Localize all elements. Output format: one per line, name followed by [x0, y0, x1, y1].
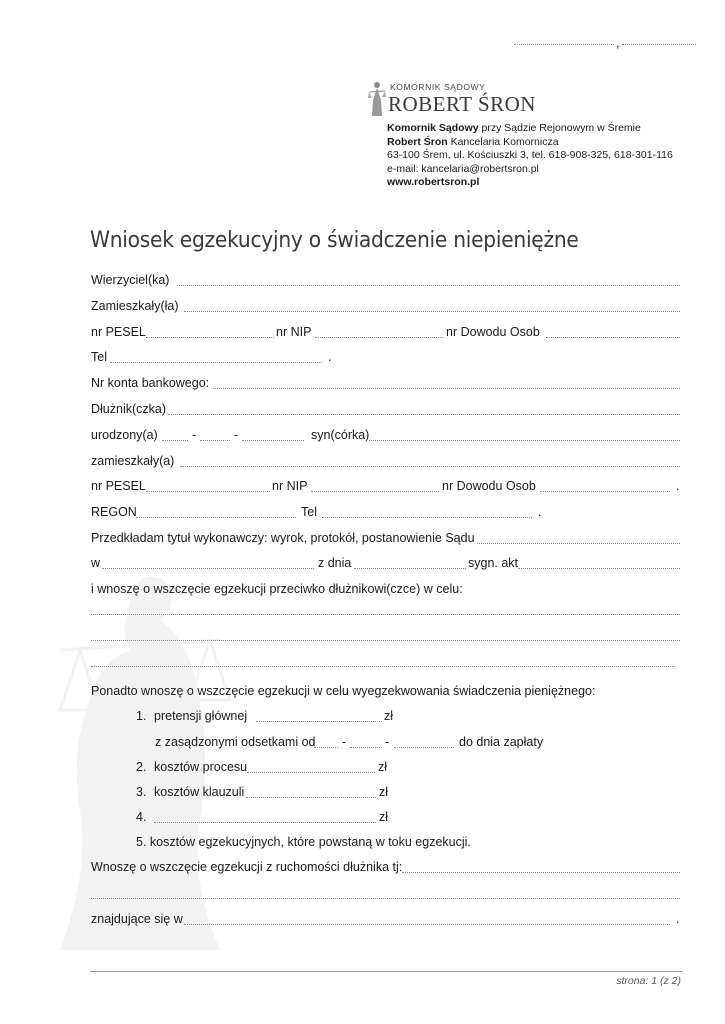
interest-label: z zasądzonymi odsetkami od: [155, 735, 316, 749]
debtor-phone-field[interactable]: [322, 517, 532, 518]
debtor-id-label: nr Dowodu Osob: [442, 479, 536, 493]
place-field[interactable]: [514, 44, 614, 45]
interest-year-field[interactable]: [394, 747, 454, 748]
debtor-id-field[interactable]: [540, 491, 670, 492]
header-name-bold: Robert Śron: [387, 135, 448, 148]
header-website: www.robertsron.pl: [387, 176, 480, 188]
creditor-address-field[interactable]: [184, 311, 680, 312]
purpose-label: i wnoszę o wszczęcie egzekucji przeciwko dłużnikowi(czce) w celu:: [91, 582, 463, 596]
enforcement-title-label: Przedkładam tytuł wykonawczy: wyrok, protokół, postanowienie Sądu: [91, 531, 475, 545]
creditor-nip-field[interactable]: [315, 337, 443, 338]
item-2-number: 2.: [136, 760, 147, 774]
location-label: znajdujące się w: [91, 912, 183, 926]
bank-account-field[interactable]: [213, 388, 680, 389]
court-location-label: w: [91, 556, 101, 570]
birth-month-field[interactable]: [200, 440, 230, 441]
clause-costs-field[interactable]: [246, 797, 376, 798]
birth-dash-1: -: [192, 428, 197, 442]
debtor-pesel-label: nr PESEL: [91, 479, 146, 493]
header-court: przy Sądzie Rejonowym w Śremie: [478, 122, 641, 134]
interest-day-field[interactable]: [314, 747, 338, 748]
other-costs-field[interactable]: [154, 822, 376, 823]
debtor-id-dot: .: [676, 479, 680, 493]
logo-small-text: KOMORNIK SĄDOWY: [390, 82, 486, 92]
interest-dash-1: -: [342, 735, 347, 749]
enforcement-costs-item: 5. kosztów egzekucyjnych, które powstaną w toku egzekucji.: [136, 835, 471, 849]
header-email: e-mail: kancelaria@robertsron.pl: [387, 162, 539, 175]
birth-year-field[interactable]: [242, 440, 304, 441]
judgment-date-field[interactable]: [354, 568, 466, 569]
movables-field[interactable]: [402, 872, 680, 873]
main-claim-label: pretensji głównej: [154, 709, 248, 723]
debtor-nip-label: nr NIP: [272, 479, 308, 493]
creditor-id-label: nr Dowodu Osob: [446, 325, 540, 339]
monetary-claim-label: Ponadto wnoszę o wszczęcie egzekucji w celu wyegzekwowania świadczenia pieniężnego:: [91, 684, 596, 698]
date-field[interactable]: [622, 44, 696, 45]
movables-label: Wnoszę o wszczęcie egzekucji z ruchomości dłużnika tj:: [91, 860, 403, 874]
creditor-pesel-field[interactable]: [146, 337, 274, 338]
creditor-nip-label: nr NIP: [276, 325, 312, 339]
header-line-1: [387, 122, 641, 136]
birth-day-field[interactable]: [162, 440, 188, 441]
interest-month-field[interactable]: [350, 747, 380, 748]
footer-divider: [90, 971, 682, 972]
main-claim-currency: zł: [384, 709, 394, 723]
clause-costs-currency: zł: [379, 785, 389, 799]
place-date-separator: ,: [616, 36, 620, 50]
location-field[interactable]: [184, 924, 670, 925]
purpose-field-line-2[interactable]: [91, 640, 680, 641]
clause-costs-label: kosztów klauzuli: [154, 785, 245, 799]
page-number: strona: 1 (z 2): [616, 975, 681, 987]
header-address: 63-100 Śrem, ul. Kościuszki 3, tel. 618-908-325, 618-301-116: [387, 149, 673, 161]
other-costs-currency: zł: [379, 810, 389, 824]
case-number-field[interactable]: [518, 568, 680, 569]
creditor-phone-field[interactable]: [110, 362, 322, 363]
purpose-field-line-1[interactable]: [91, 614, 680, 615]
debtor-label: Dłużnik(czka): [91, 402, 167, 416]
bailiff-logo: [368, 80, 558, 120]
birth-date-label: urodzony(a): [91, 428, 158, 442]
header-line-2: [387, 136, 559, 150]
parent-field[interactable]: [369, 440, 680, 441]
bank-account-label: Nr konta bankowego:: [91, 376, 210, 390]
debtor-address-label: zamieszkały(a): [91, 454, 175, 468]
item-3-number: 3.: [136, 785, 147, 799]
debtor-phone-dot: .: [538, 505, 542, 519]
parent-label: syn(córka): [311, 428, 370, 442]
debtor-address-field[interactable]: [180, 466, 680, 467]
court-costs-currency: zł: [378, 760, 388, 774]
logo-name: ROBERT ŚRON: [388, 92, 536, 116]
movables-field-line-2[interactable]: [91, 898, 680, 899]
justice-logo-icon: [368, 80, 386, 118]
creditor-phone-dot: .: [328, 350, 332, 364]
creditor-address-label: Zamieszkały(ła): [91, 299, 179, 313]
enforcement-title-field[interactable]: [477, 543, 680, 544]
court-location-field[interactable]: [102, 568, 314, 569]
birth-dash-2: -: [234, 428, 239, 442]
main-claim-field[interactable]: [256, 721, 382, 722]
judgment-date-label: z dnia: [318, 556, 352, 570]
header-chancellery: Kancelaria Komornicza: [447, 135, 559, 148]
purpose-field-line-3[interactable]: [91, 666, 675, 667]
interest-dash-2: -: [385, 735, 390, 749]
item-4-number: 4.: [136, 810, 147, 824]
location-dot: .: [676, 912, 680, 926]
until-payment-label: do dnia zapłaty: [459, 735, 544, 749]
item-1-number: 1.: [136, 709, 147, 723]
case-number-label: sygn. akt: [468, 556, 519, 570]
page-title: Wniosek egzekucyjny o świadczenie niepieniężne: [90, 228, 579, 253]
court-costs-field[interactable]: [247, 772, 375, 773]
debtor-pesel-field[interactable]: [146, 491, 270, 492]
debtor-nip-field[interactable]: [311, 491, 439, 492]
creditor-phone-label: Tel: [91, 350, 107, 364]
debtor-field[interactable]: [168, 414, 680, 415]
creditor-id-field[interactable]: [546, 337, 680, 338]
debtor-regon-field[interactable]: [136, 517, 296, 518]
court-costs-label: kosztów procesu: [154, 760, 248, 774]
creditor-field[interactable]: [177, 285, 680, 286]
creditor-pesel-label: nr PESEL: [91, 325, 146, 339]
debtor-phone-label: Tel: [301, 505, 317, 519]
debtor-regon-label: REGON: [91, 505, 137, 519]
header-office-bold: Komornik Sądowy: [387, 122, 479, 134]
creditor-label: Wierzyciel(ka): [91, 273, 170, 287]
